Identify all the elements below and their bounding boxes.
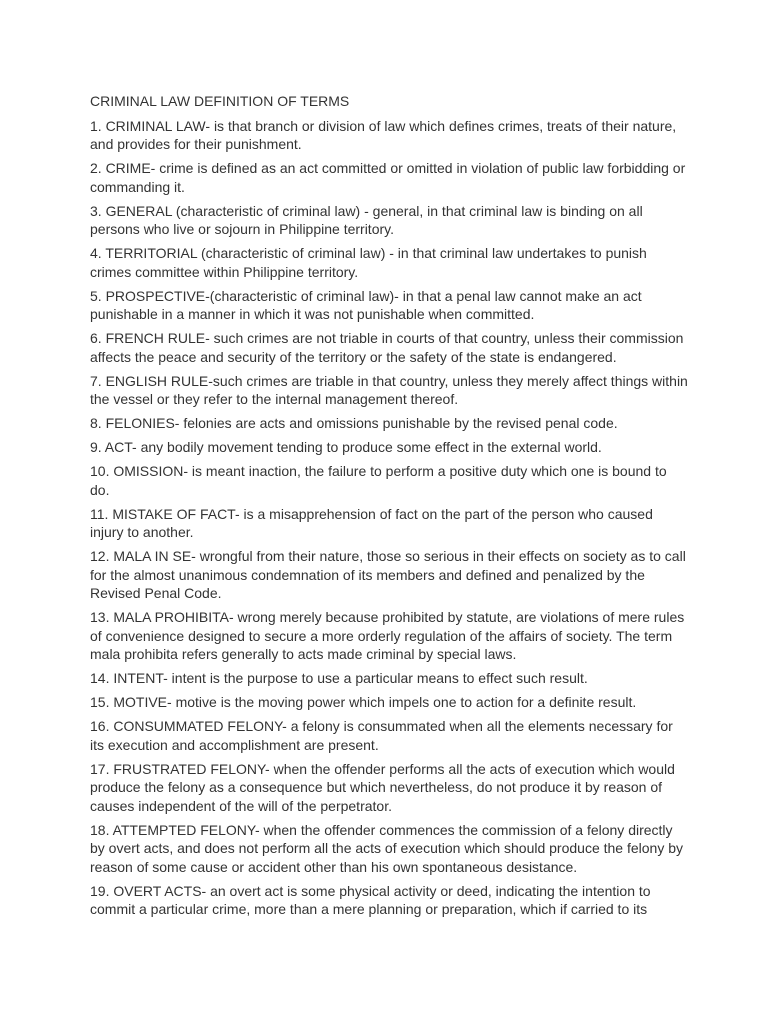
definition-item: 3. GENERAL (characteristic of criminal law) - general, in that criminal law is binding on all persons who live or sojourn in Philippine territory. [90,202,643,237]
definition-item: 9. ACT- any bodily movement tending to produce some effect in the external world. [90,439,602,455]
definition-item: 12. MALA IN SE- wrongful from their nature, those so serious in their effects on society as to call for the almost unanimous condemnation of its members and defined and penalized by the Revised Penal Code. [90,548,686,601]
definition-item: 13. MALA PROHIBITA- wrong merely because prohibited by statute, are violations of mere rules of convenience designed to secure a more orderly regulation of the affairs of society. The term mala prohibita refers generally to acts made criminal by special laws. [90,609,685,662]
definition-item: 14. INTENT- intent is the purpose to use a particular means to effect such result. [90,670,588,686]
definition-item: 6. FRENCH RULE- such crimes are not triable in courts of that country, unless their commission affects the peace and security of the territory or the safety of the state is endangered. [90,330,684,365]
definition-item: 11. MISTAKE OF FACT- is a misapprehension of fact on the part of the person who caused injury to another. [90,505,653,540]
document-title: CRIMINAL LAW DEFINITION OF TERMS [90,93,350,109]
definition-item: 17. FRUSTRATED FELONY- when the offender performs all the acts of execution which would produce the felony as a consequence but which nevertheless, do not produce it by reason of causes independent of the will of the perpetrator. [90,760,675,814]
definition-item: 19. OVERT ACTS- an overt act is some physical activity or deed, indicating the intention to commit a particular crime, more than a mere planning or preparation, which if carried to its [90,882,651,917]
definition-item: 15. MOTIVE- motive is the moving power which impels one to action for a definite result. [90,694,637,710]
definition-item: 16. CONSUMMATED FELONY- a felony is consummated when all the elements necessary for its execution and accomplishment are present. [90,718,673,753]
definition-item: 1. CRIMINAL LAW- is that branch or division of law which defines crimes, treats of their nature, and provides for their punishment. [90,117,677,152]
definition-list [90,117,688,919]
definition-item: 18. ATTEMPTED FELONY- when the offender commences the commission of a felony directly by overt acts, and does not perform all the acts of execution which should produce the felony by reason of some cause or accident other than his own spontaneous desistance. [90,821,684,875]
definition-item: 8. FELONIES- felonies are acts and omissions punishable by the revised penal code. [90,415,618,431]
definition-item: 2. CRIME- crime is defined as an act committed or omitted in violation of public law forbidding or commanding it. [90,160,686,195]
definition-item: 7. ENGLISH RULE-such crimes are triable in that country, unless they merely affect things within the vessel or they refer to the internal management thereof. [90,372,688,407]
definition-item: 4. TERRITORIAL (characteristic of criminal law) - in that criminal law undertakes to punish crimes committee within Philippine territory. [90,245,647,280]
definition-item: 5. PROSPECTIVE-(characteristic of criminal law)- in that a penal law cannot make an act punishable in a manner in which it was not punishable when committed. [90,287,642,322]
definition-item: 10. OMISSION- is meant inaction, the failure to perform a positive duty which one is bound to do. [90,463,667,498]
